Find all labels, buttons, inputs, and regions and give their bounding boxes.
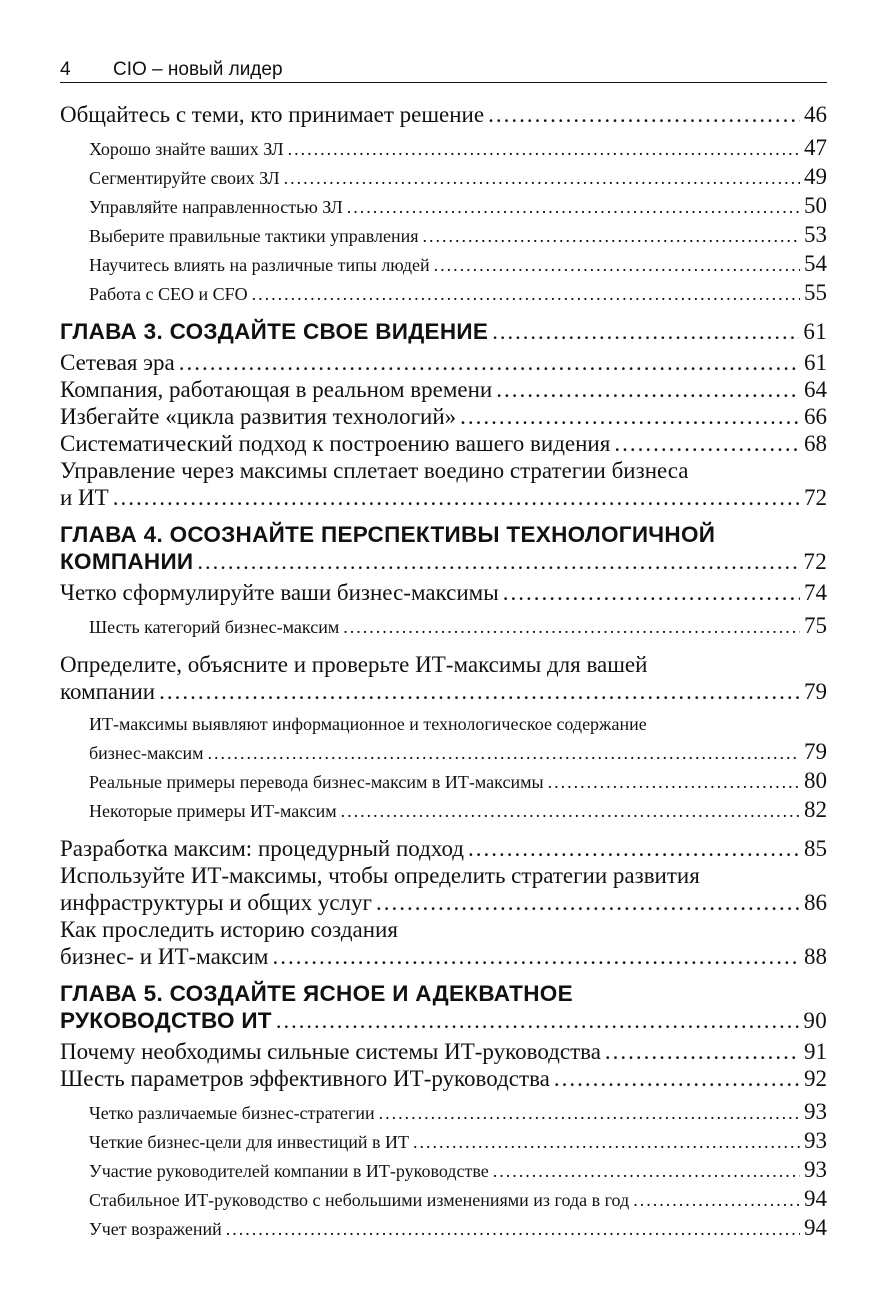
toc-subentry[interactable] bbox=[60, 1098, 827, 1127]
toc-entry-page: 93 bbox=[804, 1128, 827, 1153]
toc-entry-page: 82 bbox=[804, 797, 827, 822]
toc-entry-page: 61 bbox=[804, 350, 827, 375]
toc-entry-title-line2: бизнес- и ИТ-максим bbox=[60, 944, 269, 969]
toc-subentry[interactable] bbox=[60, 1214, 827, 1243]
table-of-contents bbox=[60, 101, 827, 1243]
toc-subentry[interactable] bbox=[60, 221, 827, 250]
page-number: 4 bbox=[60, 59, 71, 80]
toc-entry[interactable] bbox=[60, 101, 827, 128]
toc-entry-page: 64 bbox=[804, 377, 827, 402]
chapter-title-line1: ГЛАВА 5. СОЗДАЙТЕ ЯСНОЕ И АДЕКВАТНОЕ bbox=[60, 981, 573, 1006]
toc-entry-title-line2: инфраструктуры и общих услуг bbox=[60, 890, 372, 915]
toc-subentry[interactable] bbox=[60, 1156, 827, 1185]
toc-subentry[interactable] bbox=[60, 767, 827, 796]
toc-entry-title-line1: Как проследить историю создания bbox=[60, 917, 398, 942]
toc-entry-title: Стабильное ИТ-руководство с небольшими изменениями из года в год bbox=[89, 1190, 630, 1210]
toc-entry-page: 47 bbox=[804, 135, 827, 160]
toc-entry-page: 66 bbox=[804, 404, 827, 429]
toc-entry-title: Разработка максим: процедурный подход bbox=[60, 836, 465, 861]
toc-entry-multiline[interactable] bbox=[60, 862, 827, 916]
toc-entry-title: Сетевая эра bbox=[60, 350, 175, 375]
chapter-title-line2: РУКОВОДСТВО ИТ bbox=[60, 1008, 272, 1033]
toc-entry-page: 80 bbox=[804, 768, 827, 793]
toc-entry[interactable] bbox=[60, 1065, 827, 1092]
toc-entry[interactable] bbox=[60, 579, 827, 606]
toc-entry-title: Управляйте направленностью ЗЛ bbox=[89, 197, 343, 217]
toc-entry-page: 86 bbox=[804, 890, 827, 915]
toc-entry-page: 90 bbox=[803, 1008, 827, 1033]
toc-entry-page: 61 bbox=[803, 319, 827, 344]
toc-entry-title: Участие руководителей компании в ИТ-руководстве bbox=[89, 1161, 489, 1181]
toc-subentry[interactable] bbox=[60, 796, 827, 825]
toc-entry[interactable] bbox=[60, 403, 827, 430]
toc-entry-page: 53 bbox=[804, 222, 827, 247]
toc-entry-title: Шесть параметров эффективного ИТ-руководства bbox=[60, 1066, 550, 1091]
toc-entry-page: 79 bbox=[804, 739, 827, 764]
toc-entry-title-line2: компании bbox=[60, 679, 156, 704]
toc-subentry[interactable] bbox=[60, 192, 827, 221]
toc-subentry-multiline[interactable] bbox=[60, 711, 827, 767]
toc-entry-title: Шесть категорий бизнес-максим bbox=[89, 617, 340, 637]
toc-entry-title-line2: бизнес-максим bbox=[89, 743, 204, 763]
toc-entry-page: 91 bbox=[804, 1039, 827, 1064]
toc-entry-title: Некоторые примеры ИТ-максим bbox=[89, 801, 337, 821]
toc-entry-title: Систематический подход к построению вашего видения bbox=[60, 431, 611, 456]
toc-entry-title-line1: Определите, объясните и проверьте ИТ-максимы для вашей bbox=[60, 652, 648, 677]
toc-entry-title: Компания, работающая в реальном времени bbox=[60, 377, 493, 402]
toc-entry-page: 92 bbox=[804, 1066, 827, 1091]
toc-entry-title: Реальные примеры перевода бизнес-максим в ИТ-максимы bbox=[89, 772, 544, 792]
toc-entry-page: 49 bbox=[804, 164, 827, 189]
toc-subentry[interactable] bbox=[60, 612, 827, 641]
running-head bbox=[60, 58, 827, 83]
toc-entry-title: Четко сформулируйте ваши бизнес-максимы bbox=[60, 580, 499, 605]
toc-entry-page: 46 bbox=[804, 102, 827, 127]
toc-subentry[interactable] bbox=[60, 250, 827, 279]
toc-entry-page: 55 bbox=[804, 280, 827, 305]
toc-subentry[interactable] bbox=[60, 279, 827, 308]
toc-subentry[interactable] bbox=[60, 1185, 827, 1214]
toc-entry-title: Четкие бизнес-цели для инвестиций в ИТ bbox=[89, 1132, 410, 1152]
toc-entry-page: 74 bbox=[804, 580, 827, 605]
toc-entry-page: 93 bbox=[804, 1157, 827, 1182]
toc-entry-page: 75 bbox=[804, 613, 827, 638]
toc-entry-multiline[interactable] bbox=[60, 651, 827, 705]
toc-entry-page: 54 bbox=[804, 251, 827, 276]
toc-entry-page: 85 bbox=[804, 836, 827, 861]
toc-entry-title: Избегайте «цикла развития технологий» bbox=[60, 404, 457, 429]
toc-entry-page: 79 bbox=[804, 679, 827, 704]
toc-entry-multiline[interactable] bbox=[60, 457, 827, 511]
toc-entry-title: Работа с CEO и CFO bbox=[89, 284, 248, 304]
chapter-entry[interactable] bbox=[60, 318, 827, 345]
toc-entry-multiline[interactable] bbox=[60, 916, 827, 970]
toc-subentry[interactable] bbox=[60, 134, 827, 163]
toc-entry-title: Общайтесь с теми, кто принимает решение bbox=[60, 102, 485, 127]
chapter-title-line2: КОМПАНИИ bbox=[60, 549, 194, 574]
toc-subentry[interactable] bbox=[60, 163, 827, 192]
toc-entry-title: Сегментируйте своих ЗЛ bbox=[89, 168, 280, 188]
toc-entry-page: 50 bbox=[804, 193, 827, 218]
toc-entry-page: 88 bbox=[804, 944, 827, 969]
toc-entry-page: 93 bbox=[804, 1099, 827, 1124]
chapter-entry[interactable] bbox=[60, 521, 827, 575]
toc-entry-title-line2: и ИТ bbox=[60, 485, 109, 510]
toc-entry-title: Почему необходимы сильные системы ИТ-руководства bbox=[60, 1039, 601, 1064]
toc-entry-page: 72 bbox=[804, 485, 827, 510]
chapter-entry[interactable] bbox=[60, 980, 827, 1034]
toc-entry-title: Четко различаемые бизнес-стратегии bbox=[89, 1103, 375, 1123]
chapter-title-line1: ГЛАВА 4. ОСОЗНАЙТЕ ПЕРСПЕКТИВЫ ТЕХНОЛОГИЧНОЙ bbox=[60, 522, 716, 547]
toc-entry-title: Научитесь влиять на различные типы людей bbox=[89, 255, 430, 275]
toc-entry-page: 94 bbox=[804, 1186, 827, 1211]
toc-entry[interactable] bbox=[60, 1038, 827, 1065]
toc-entry-title: Выберите правильные тактики управления bbox=[89, 226, 419, 246]
toc-entry-title: Хорошо знайте ваших ЗЛ bbox=[89, 139, 284, 159]
toc-entry[interactable] bbox=[60, 835, 827, 862]
toc-entry-title-line1: Управление через максимы сплетает воедино стратегии бизнеса bbox=[60, 458, 689, 483]
toc-entry-title-line1: Используйте ИТ-максимы, чтобы определить стратегии развития bbox=[60, 863, 700, 888]
toc-entry-page: 94 bbox=[804, 1215, 827, 1240]
toc-subentry[interactable] bbox=[60, 1127, 827, 1156]
book-title: CIO – новый лидер bbox=[113, 59, 283, 80]
toc-entry-page: 72 bbox=[803, 549, 827, 574]
toc-entry-title: Учет возражений bbox=[89, 1219, 222, 1239]
toc-entry-title-line1: ИТ-максимы выявляют информационное и технологическое содержание bbox=[89, 714, 647, 734]
toc-entry[interactable] bbox=[60, 349, 827, 376]
toc-entry[interactable] bbox=[60, 430, 827, 457]
toc-entry[interactable] bbox=[60, 376, 827, 403]
toc-entry-page: 68 bbox=[804, 431, 827, 456]
chapter-title: ГЛАВА 3. СОЗДАЙТЕ СВОЕ ВИДЕНИЕ bbox=[60, 319, 489, 344]
